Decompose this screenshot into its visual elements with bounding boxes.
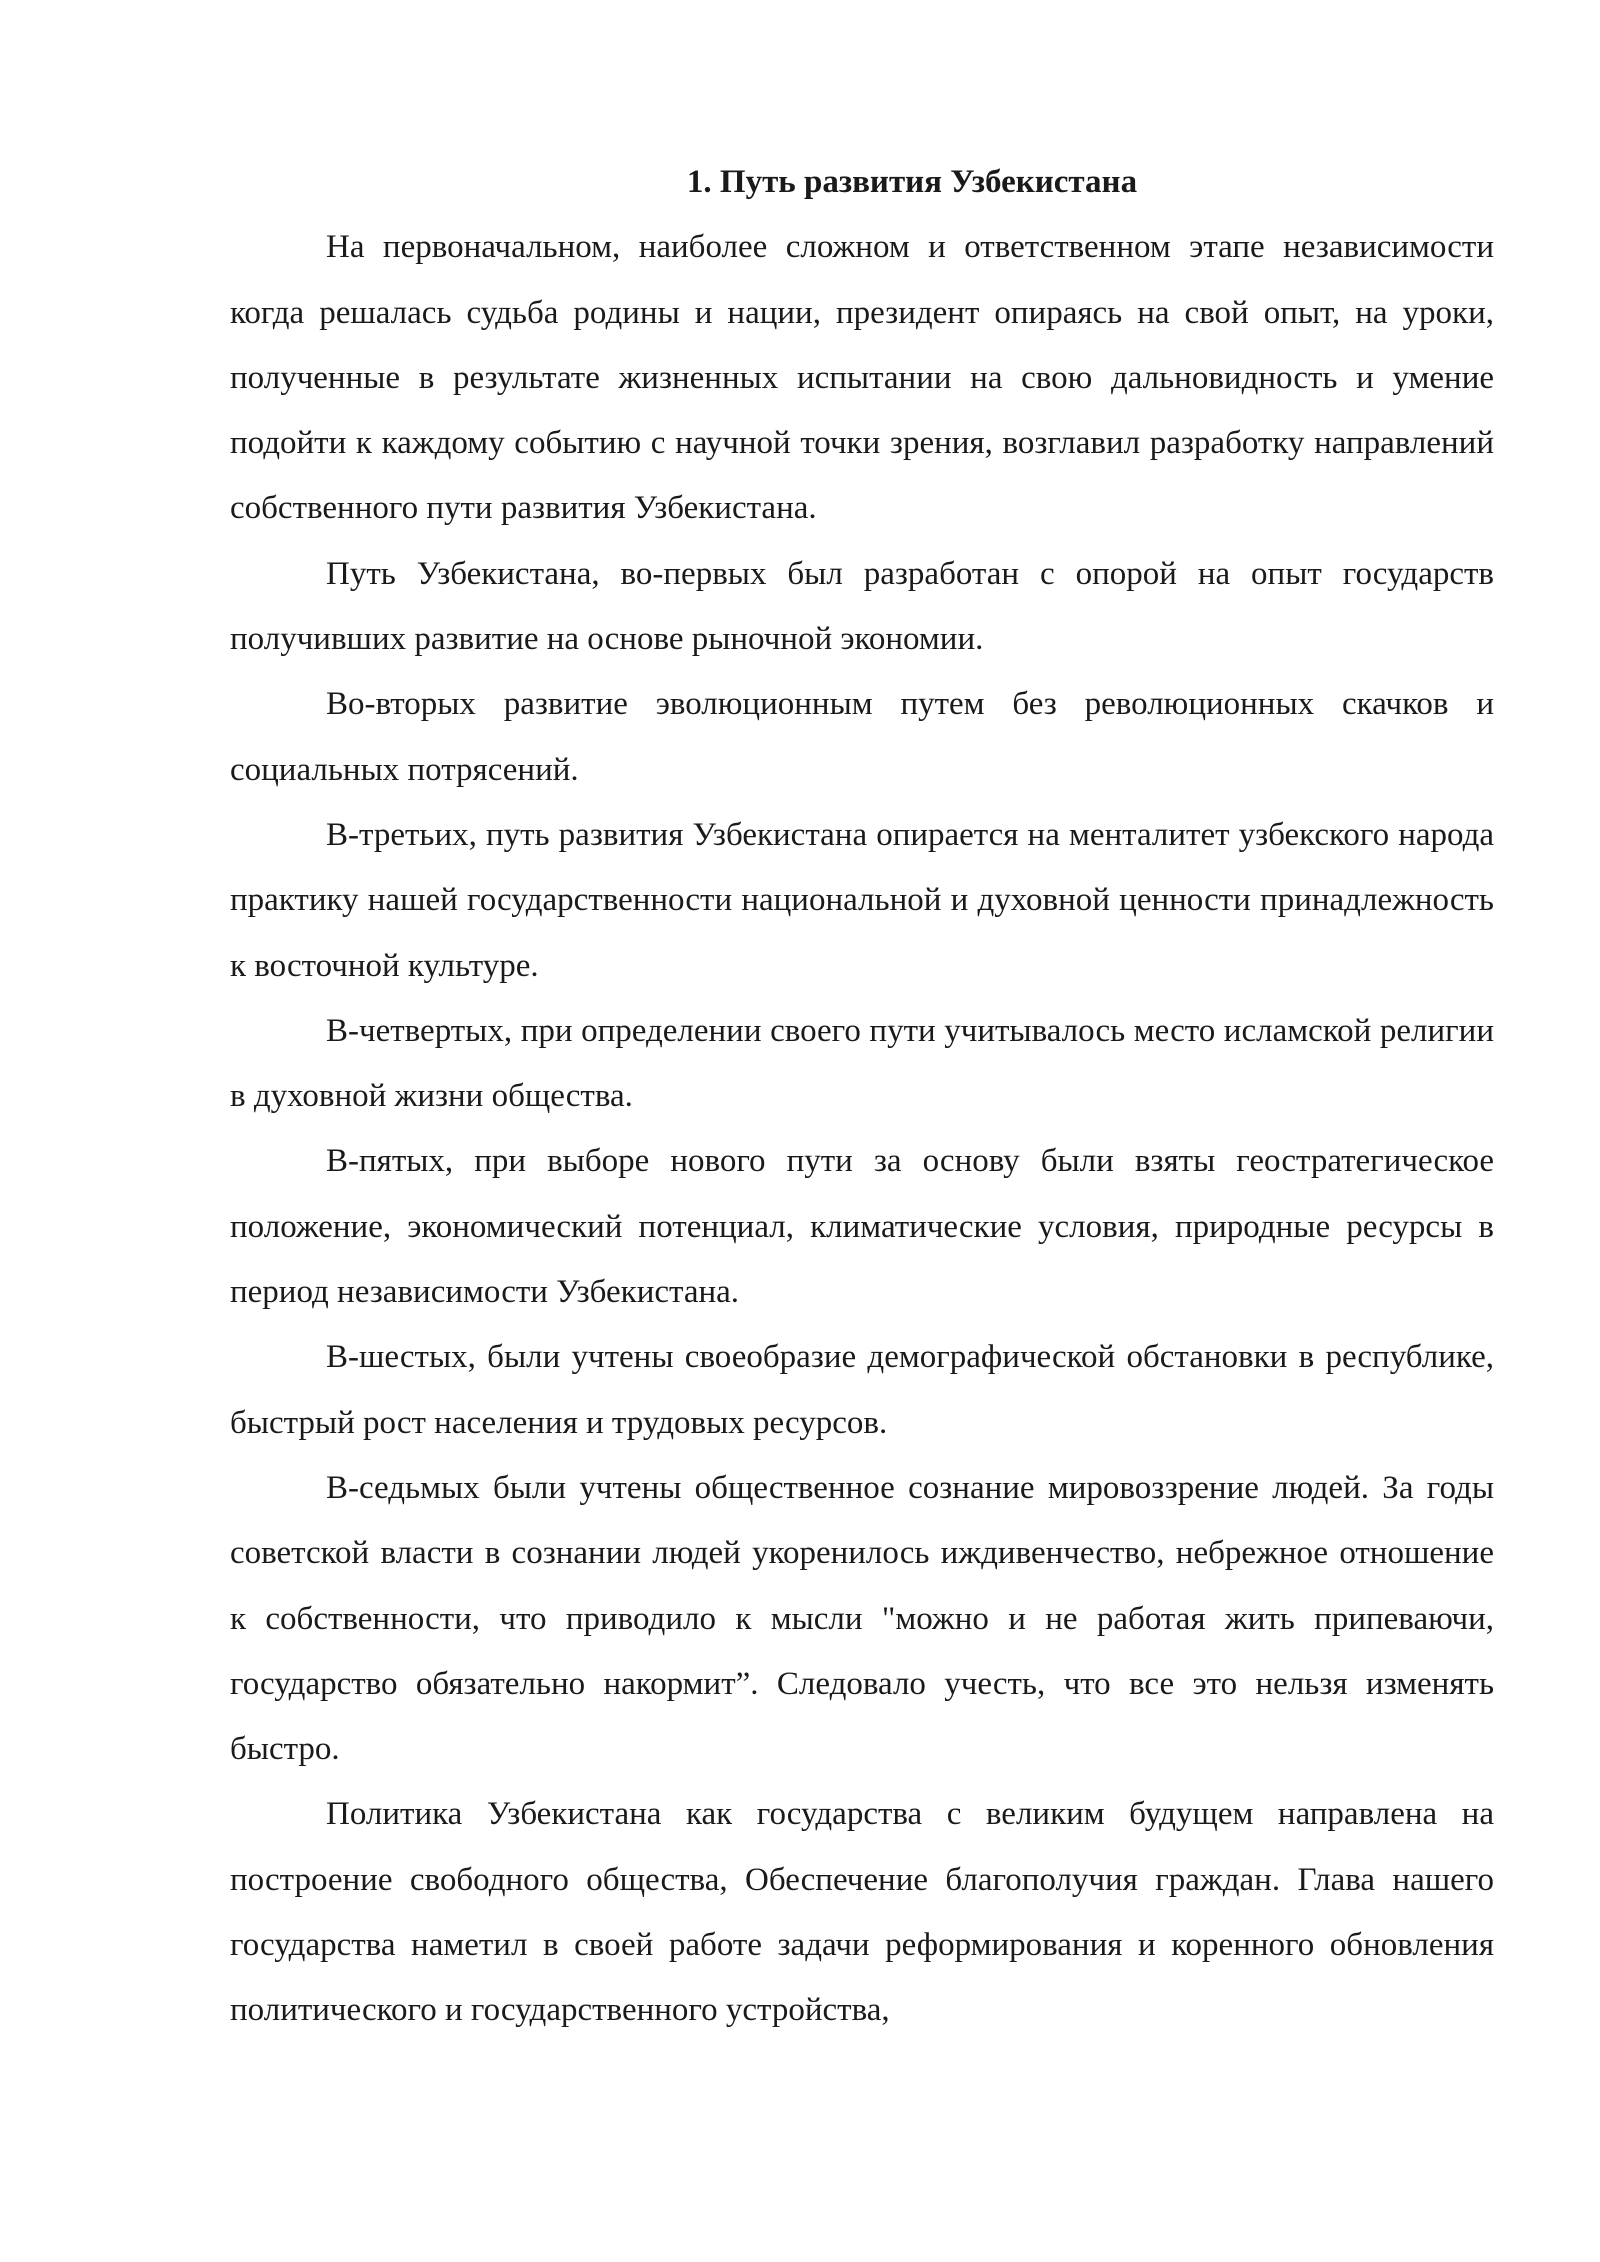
paragraph-9: Политика Узбекистана как государства с великим будущем направлена на построение свободного общества, Обеспечение благополучия граждан. Глава нашего государства наметил в своей работе задачи реформирования и коренного обновления политического и государственного устройства,: [230, 1796, 1494, 2029]
section-title: 1. Путь развития Узбекистана: [686, 164, 1138, 200]
document-body: [230, 150, 1494, 2044]
paragraph-8: В-седьмых были учтены общественное сознание мировоззрение людей. За годы советской власти в сознании людей укоренилось иждивенчество, небрежное отношение к собственности, что приводило к мысли "можно и не работая жить припеваючи, государство обязательно накормит”. Следовало учесть, что все это нельзя изменять быстро.: [230, 1469, 1494, 1768]
paragraph-3: Во-вторых развитие эволюционным путем без революционных скачков и социальных потрясений.: [230, 686, 1494, 788]
paragraph-4: В-третьих, путь развития Узбекистана опирается на менталитет узбекского народа практику нашей государственности национальной и духовной ценности принадлежность к восточной культуре.: [230, 816, 1494, 984]
paragraph-7: В-шестых, были учтены своеобразие демографической обстановки в республике, быстрый рост населения и трудовых ресурсов.: [230, 1339, 1494, 1441]
paragraph-2: Путь Узбекистана, во-первых был разработан с опорой на опыт государств получивших развитие на основе рыночной экономии.: [230, 555, 1494, 658]
paragraph-6: В-пятых, при выборе нового пути за основу были взяты геостратегическое положение, экономический потенциал, климатические условия, природные ресурсы в период независимости Узбекистана.: [230, 1143, 1494, 1311]
paragraph-1: На первоначальном, наиболее сложном и ответственном этапе независимости когда решалась судьба родины и нации, президент опираясь на свой опыт, на уроки, полученные в результате жизненных испытании на свою дальновидность и умение подойти к каждому событию с научной точки зрения, возглавил разработку направлений собственного пути развития Узбекистана.: [230, 229, 1494, 527]
paragraph-5: В-четвертых, при определении своего пути учитывалось место исламской религии в духовной жизни общества.: [230, 1012, 1494, 1115]
